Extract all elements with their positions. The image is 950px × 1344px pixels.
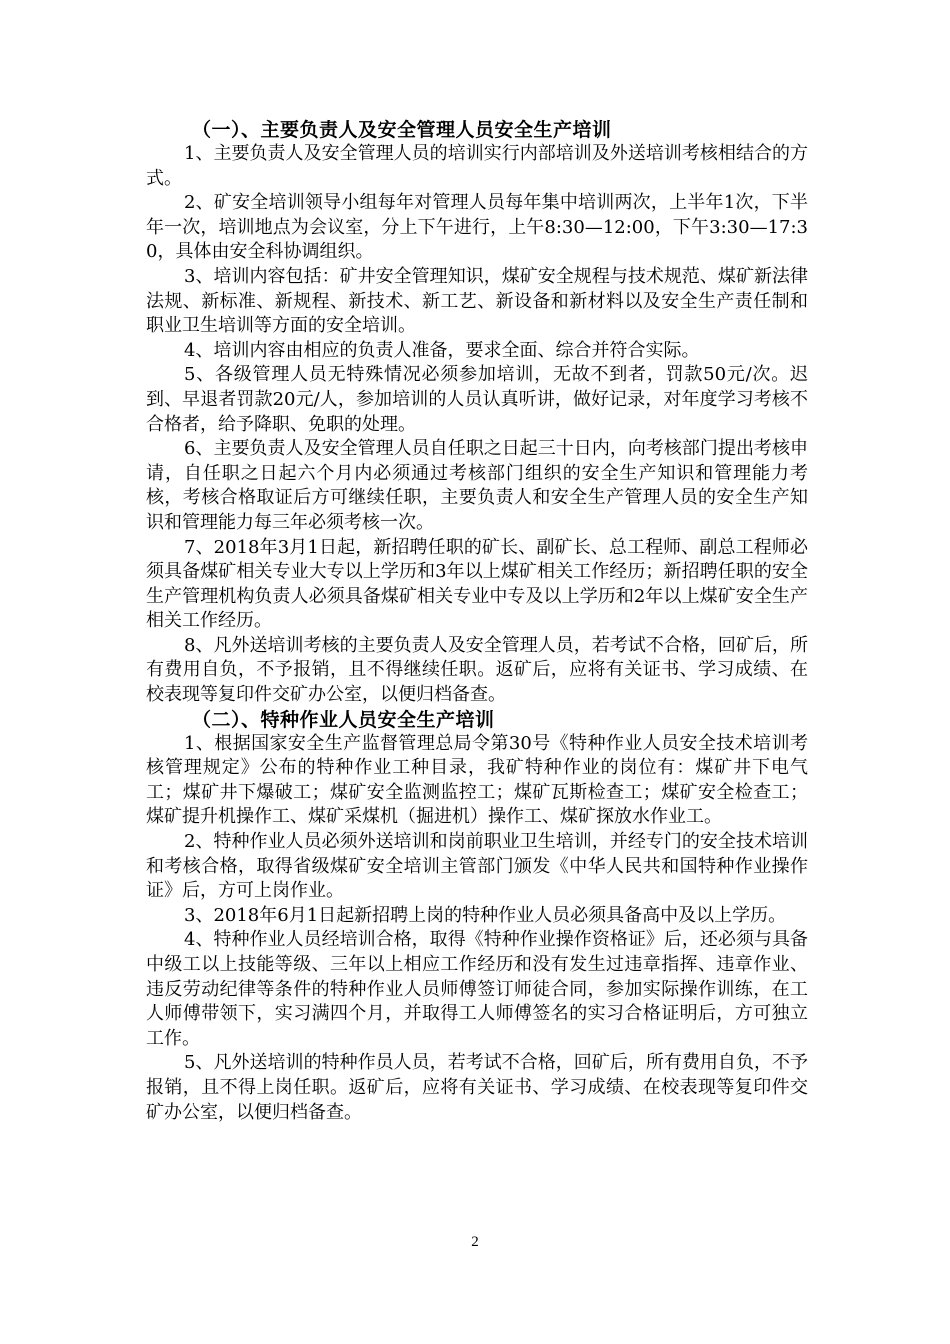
paragraph: 3、2018年6月1日起新招聘上岗的特种作业人员必须具备高中及以上学历。 [184, 904, 787, 926]
paragraph: 2、矿安全培训领导小组每年对管理人员每年集中培训两次，上半年1次，下半年一次，培训地点为会议室，分上下午进行，上午8:30—12:00，下午3:30—17:30，具体由安全科协调组织。 [146, 192, 808, 263]
document-body [146, 118, 808, 1125]
paragraph: 6、主要负责人及安全管理人员自任职之日起三十日内，向考核部门提出考核申请，自任职之日起六个月内必须通过考核部门组织的安全生产知识和管理能力考核，考核合格取证后方可继续任职，主要负责人和安全生产管理人员的安全生产知识和管理能力每三年必须考核一次。 [146, 438, 808, 533]
section-heading-2: （二）、特种作业人员安全生产培训 [192, 708, 495, 731]
paragraph: 2、特种作业人员必须外送培训和岗前职业卫生培训，并经专门的安全技术培训和考核合格，取得省级煤矿安全培训主管部门颁发《中华人民共和国特种作业操作证》后，方可上岗作业。 [146, 831, 808, 902]
paragraph: 5、各级管理人员无特殊情况必须参加培训，无故不到者，罚款50元/次。迟到、早退者罚款20元/人，参加培训的人员认真听讲，做好记录，对年度学习考核不合格者，给予降职、免职的处理。 [146, 364, 808, 435]
page-number: 2 [471, 1234, 479, 1250]
paragraph: 5、凡外送培训的特种作员人员，若考试不合格，回矿后，所有费用自负，不予报销，且不得上岗任职。返矿后，应将有关证书、学习成绩、在校表现等复印件交矿办公室，以便归档备查。 [146, 1052, 808, 1123]
paragraph: 4、特种作业人员经培训合格，取得《特种作业操作资格证》后，还必须与具备中级工以上技能等级、三年以上相应工作经历和没有发生过违章指挥、违章作业、违反劳动纪律等条件的特种作业人员师傅签订师徒合同，参加实际操作训练，在工人师傅带领下，实习满四个月，并取得工人师傅签名的实习合格证明后，方可独立工作。 [146, 929, 808, 1049]
paragraph: 1、根据国家安全生产监督管理总局令第30号《特种作业人员安全技术培训考核管理规定》公布的特种作业工种目录，我矿特种作业的岗位有：煤矿井下电气工；煤矿井下爆破工；煤矿安全监测监控工；煤矿瓦斯检查工；煤矿安全检查工；煤矿提升机操作工、煤矿采煤机（掘进机）操作工、煤矿探放水作业工。 [146, 732, 808, 828]
paragraph: 8、凡外送培训考核的主要负责人及安全管理人员，若考试不合格，回矿后，所有费用自负，不予报销，且不得继续任职。返矿后，应将有关证书、学习成绩、在校表现等复印件交矿办公室，以便归档备查。 [146, 634, 808, 706]
paragraph: 1、主要负责人及安全管理人员的培训实行内部培训及外送培训考核相结合的方式。 [146, 143, 808, 189]
paragraph: 4、培训内容由相应的负责人准备，要求全面、综合并符合实际。 [184, 339, 700, 361]
paragraph: 7、2018年3月1日起，新招聘任职的矿长、副矿长、总工程师、副总工程师必须具备煤矿相关专业大专以上学历和3年以上煤矿相关工作经历；新招聘任职的安全生产管理机构负责人必须具备煤矿相关专业中专及以上学历和2年以上煤矿安全生产相关工作经历。 [146, 536, 808, 632]
section-heading-1: （一）、主要负责人及安全管理人员安全生产培训 [192, 119, 612, 141]
paragraph: 3、培训内容包括：矿井安全管理知识，煤矿安全规程与技术规范、煤矿新法律法规、新标准、新规程、新技术、新工艺、新设备和新材料以及安全生产责任制和职业卫生培训等方面的安全培训。 [146, 265, 808, 337]
